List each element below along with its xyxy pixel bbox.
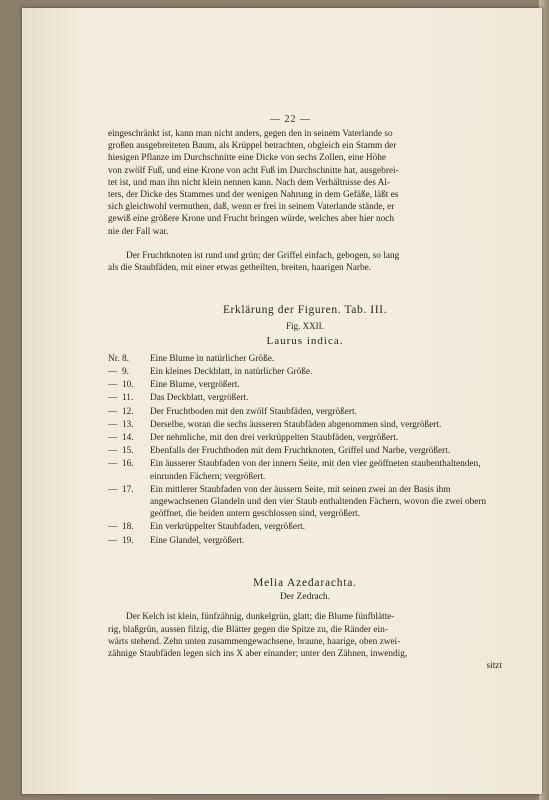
list-marker: —	[108, 522, 118, 533]
page-number: — 22 —	[270, 114, 311, 125]
text-line: nie der Fall war.	[108, 226, 169, 237]
page-content	[108, 112, 502, 672]
figure-number: 8.	[122, 353, 129, 364]
figure-description: Eine Blume, vergrößert.	[150, 380, 240, 391]
list-marker: Nr.	[108, 353, 120, 364]
figure-description: Der nehmliche, mit den drei verkrüppelten Staubfäden, vergrößert.	[150, 433, 399, 444]
figure-description: Ebenfalls der Fruchtboden mit dem Fruchtknoten, Griffel und Narbe, vergrößert.	[150, 446, 451, 457]
figure-description: Derselbe, woran die sechs äusseren Staubfäden abgenommen sind, vergrößert.	[150, 419, 442, 430]
list-item	[108, 432, 502, 444]
list-marker: —	[108, 459, 118, 470]
text-line: tet ist, und man ihn nicht klein nennen kann. Nach dem Verhältnisse des Al-	[108, 177, 391, 188]
text-line: eingeschränkt ist, kann man nicht anders, gegen den in seinem Vaterlande so	[108, 129, 393, 139]
figure-number: 12.	[122, 406, 134, 417]
figure-description: Ein äusserer Staubfaden von der innern Seite, mit den vier geöffneten staubenthaltenden, einrunden Fächern; vergrößert.	[150, 459, 481, 482]
paragraph-1	[108, 128, 502, 238]
list-item	[108, 406, 502, 418]
list-marker: —	[108, 446, 118, 457]
text-line: sich gleichwohl vermuthen, daß, wenn er frei in seinem Vaterlande stände, er	[108, 202, 395, 213]
figure-description: Ein kleines Deckblatt, in natürlicher Größe.	[150, 367, 313, 378]
text-line: großen ausgebreiteten Baum, als Krüppel betrachten, obgleich ein Stamm der	[108, 141, 397, 152]
melia-title: Melia Azedarachta.	[253, 576, 357, 589]
figure-number: 17.	[122, 484, 134, 495]
paragraph-2	[108, 250, 502, 274]
text-line: von zwölf Fuß, und eine Krone von acht Fuß im Durchschnitte hat, ausgebrei-	[108, 165, 399, 176]
list-item	[108, 379, 502, 391]
list-marker: —	[108, 367, 118, 378]
figure-number: 18.	[122, 522, 134, 533]
text-line: wärts stehend. Zehn unten zusammengewachsene, braune, haarige, oben zwei-	[108, 636, 401, 647]
figure-description: Eine Blume in natürlicher Größe.	[150, 353, 275, 364]
figure-number: 10.	[122, 380, 134, 391]
list-item	[108, 445, 502, 457]
text-line: als die Staubfäden, mit einer etwas getheilten, breiten, haarigen Narbe.	[108, 263, 372, 274]
text-line: hiesigen Pflanze im Durchschnitte eine Dicke von sechs Zollen, eine Höhe	[108, 153, 387, 164]
list-marker: —	[108, 380, 118, 391]
text-line: rig, blaßgrün, aussen filzig, die Blätter gegen die Spitze zu, die Ränder ein-	[108, 624, 388, 635]
list-marker: —	[108, 406, 118, 417]
text-line: zähnige Staubfäden legen sich ins X aber einander; unter den Zähnen, inwendig,	[108, 648, 408, 659]
figure-number: 16.	[122, 459, 134, 470]
figure-description: Ein mittlerer Staubfaden von der äussern Seite, mit seinen zwei an der Basis ihm angewachsenen Glandeln und den vier Staub enthaltenden Fächern, wovon die zwei obern geöffnet, die beiden untern geschlossen sind, vergrößert.	[150, 484, 487, 520]
figure-number: 14.	[122, 433, 134, 444]
text-line: ters, der Dicke des Stammes und der wenigen Nahrung in dem Gefäße, läßt es	[108, 190, 399, 201]
melia-description	[108, 611, 502, 672]
list-marker: —	[108, 535, 118, 546]
figure-label: Fig. XXII.	[286, 321, 324, 332]
species-title: Laurus indica.	[266, 334, 344, 347]
figure-number: 15.	[122, 446, 134, 457]
list-item	[108, 353, 502, 365]
list-item	[108, 521, 502, 533]
figure-number: 11.	[122, 393, 134, 404]
text-line: sitzt	[486, 661, 502, 672]
list-item	[108, 392, 502, 404]
figure-number: 9.	[122, 367, 129, 378]
melia-subtitle: Der Zedrach.	[279, 592, 331, 603]
figure-description: Das Deckblatt, vergrößert.	[150, 393, 249, 404]
text-line: Der Kelch ist klein, fünfzähnig, dunkelgrün, glatt; die Blume fünfblätte-	[126, 612, 395, 623]
figure-number: 13.	[122, 419, 134, 430]
text-line: gewiß eine größere Krone und Frucht bringen würde, welches aber hier noch	[108, 214, 395, 225]
figure-list	[108, 353, 502, 547]
list-marker: —	[108, 433, 118, 444]
figure-number: 19.	[122, 535, 134, 546]
text-line: Der Fruchtknoten ist rund und grün; der Griffel einfach, gebogen, so lang	[126, 250, 400, 261]
list-item	[108, 458, 502, 482]
list-item	[108, 484, 502, 521]
figure-description: Ein verkrüppelter Staubfaden, vergrößert.	[150, 522, 305, 533]
list-item	[108, 366, 502, 378]
figure-description: Eine Glandel, vergrößert.	[150, 535, 245, 546]
list-item	[108, 535, 502, 547]
figure-description: Der Fruchtboden mit den zwölf Staubfäden, vergrößert.	[150, 406, 357, 417]
list-item	[108, 419, 502, 431]
list-marker: —	[108, 393, 118, 404]
list-marker: —	[108, 484, 118, 495]
list-marker: —	[108, 419, 118, 430]
figures-heading: Erklärung der Figuren. Tab. III.	[222, 304, 388, 317]
